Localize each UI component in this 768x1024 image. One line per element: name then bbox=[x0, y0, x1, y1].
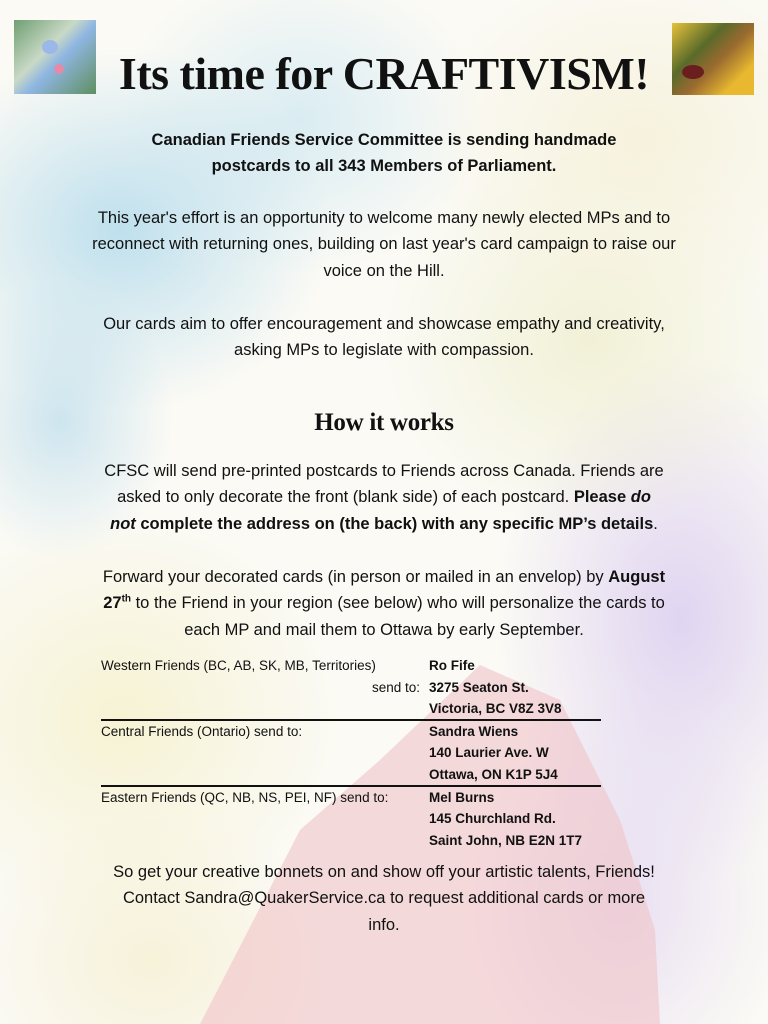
region-west-city bbox=[101, 698, 601, 721]
text: Forward your decorated cards (in person or mailed in an envelop) by bbox=[102, 568, 609, 587]
region-central-city bbox=[101, 764, 601, 787]
region-label: Central Friends (Ontario) send to: bbox=[101, 724, 303, 740]
text: Please bbox=[573, 488, 631, 507]
how-paragraph-2 bbox=[98, 564, 670, 643]
contact-name: Mel Burns bbox=[429, 790, 495, 806]
address-line: 3275 Seaton St. bbox=[429, 679, 529, 695]
intro-text: Canadian Friends Service Committee is sending handmade postcards to all 343 Members of Parliament. bbox=[151, 131, 617, 176]
paragraph-2: Our cards aim to offer encouragement and showcase empathy and creativity, asking MPs to legislate with compassion. bbox=[103, 315, 665, 360]
region-central-name bbox=[101, 721, 601, 742]
how-it-works-heading: How it works bbox=[314, 408, 454, 436]
address-line: Ottawa, ON K1P 5J4 bbox=[429, 766, 558, 782]
address-line: Saint John, NB E2N 1T7 bbox=[429, 832, 583, 848]
closing-paragraph: So get your creative bonnets on and show off your artistic talents, Friends! Contact Sandra@QuakerService.ca to request additional cards or more info. bbox=[113, 862, 655, 934]
region-central-addr bbox=[101, 742, 601, 763]
region-east-name bbox=[101, 787, 601, 808]
address-line: Victoria, BC V8Z 3V8 bbox=[429, 700, 562, 716]
region-east-city bbox=[101, 830, 601, 851]
address-line: 140 Laurier Ave. W bbox=[429, 745, 549, 761]
contact-name: Sandra Wiens bbox=[429, 724, 519, 740]
contact-name: Ro Fife bbox=[429, 658, 475, 674]
text: do not bbox=[110, 488, 651, 533]
region-west-name bbox=[101, 655, 601, 676]
region-west-addr bbox=[101, 677, 601, 698]
region-label: Western Friends (BC, AB, SK, MB, Territories) bbox=[101, 658, 376, 674]
address-line: 145 Churchland Rd. bbox=[429, 811, 556, 827]
paragraph-1: This year's effort is an opportunity to welcome many newly elected MPs and to reconnect with returning ones, building on last year's card campaign to raise our voice on the Hill. bbox=[92, 208, 676, 280]
regions-table bbox=[101, 655, 601, 851]
region-label: Eastern Friends (QC, NB, NS, PEI, NF) send to: bbox=[101, 790, 389, 806]
text: th bbox=[121, 593, 132, 605]
how-paragraph-1 bbox=[104, 458, 664, 537]
send-to-label: send to: bbox=[371, 679, 420, 695]
text: to the Friend in your region (see below) who will personalize the cards to each MP and mail them to Ottawa by early September. bbox=[131, 594, 665, 639]
page-title: Its time for CRAFTIVISM! bbox=[118, 48, 650, 99]
text: CFSC will send pre-printed postcards to Friends across Canada. Friends are asked to only decorate the front (blank side) of each postcard. bbox=[104, 461, 664, 507]
deadline-date: August 27 bbox=[103, 568, 666, 613]
region-east-addr bbox=[101, 808, 601, 829]
text: . bbox=[653, 514, 658, 533]
text: complete the address on (the back) with any specific MP’s details bbox=[135, 514, 654, 533]
